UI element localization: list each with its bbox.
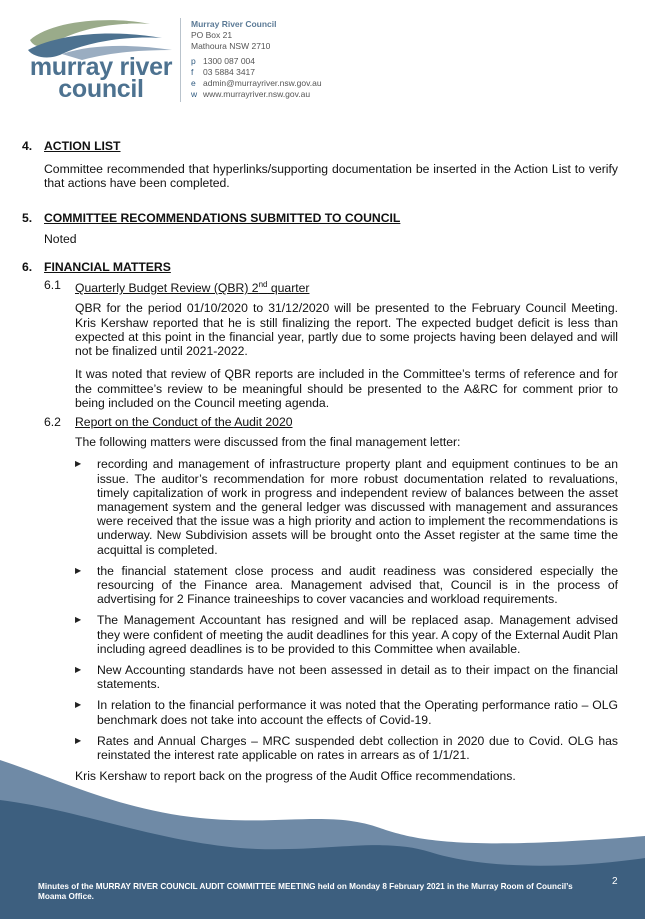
footer-caption: Minutes of the MURRAY RIVER COUNCIL AUDIT COMMITTEE MEETING held on Monday 8 February 2021 in the Murray Room of Council’s Moama Office.	[38, 882, 573, 901]
address-line-1: PO Box 21	[191, 30, 233, 40]
contact-email: e admin@murrayriver.nsw.gov.au	[191, 78, 322, 88]
list-item: ▶ New Accounting standards have not been assessed in detail as to their impact on the financial statements.	[75, 662, 618, 692]
triangle-bullet-icon: ▶	[75, 700, 82, 710]
contact-block	[191, 19, 322, 100]
contact-fax: f 03 5884 3417	[191, 67, 255, 77]
triangle-bullet-icon: ▶	[75, 664, 82, 674]
contact-phone: p 1300 087 004	[191, 56, 255, 66]
minutes-content	[22, 139, 618, 783]
section-5-heading: 5. COMMITTEE RECOMMENDATIONS SUBMITTED TO COUNCIL	[22, 210, 401, 225]
address-line-2: Mathoura NSW 2710	[191, 41, 271, 51]
list-item: ▶ the financial statement close process and audit readiness was considered especially the resourcing of the Finance area. Management advised that, Council is in the process of advertising for 2 Finance traineeships to cover vacancies and workload requirements.	[75, 563, 618, 607]
subsection-6-1-para-2: It was noted that review of QBR reports are included in the Committee’s terms of reference and for the committee’s review to be meaningful should be presented to the A&RC for comment prior to being included on the Council meeting agenda.	[75, 367, 618, 410]
closing-note: Kris Kershaw to report back on the progress of the Audit Office recommendations.	[75, 769, 516, 784]
org-name: Murray River Council	[191, 19, 277, 29]
triangle-bullet-icon: ▶	[75, 459, 82, 469]
section-4-body: Committee recommended that hyperlinks/supporting documentation be inserted in the Action List to verify that actions have been completed.	[44, 162, 618, 191]
subsection-6-2-heading: 6.2 Report on the Conduct of the Audit 2020	[44, 414, 293, 429]
section-4-heading: 4. ACTION LIST	[22, 139, 121, 153]
subsection-6-1-heading: 6.1 Quarterly Budget Review (QBR) 2nd quarter	[44, 278, 310, 296]
header-divider	[180, 18, 181, 102]
triangle-bullet-icon: ▶	[75, 615, 82, 625]
list-item: ▶ In relation to the financial performance it was noted that the Operating performance ratio – OLG benchmark does not take into account the effects of Covid-19.	[75, 698, 618, 727]
subsection-6-1-para-1: QBR for the period 01/10/2020 to 31/12/2020 will be presented to the February Council Meeting. Kris Kershaw reported that he is still finalizing the report. The expected budget deficit is less than expected at this point in the financial year, partly due to some projects having been delayed and will not be finalized until 2021-2022.	[75, 301, 618, 359]
list-item: ▶ recording and management of infrastructure property plant and equipment continues to be an issue. The auditor’s recommendation for more robust documentation related to revaluations, timely capitalization of work in progress and independent review of balances between the asset management system and the general ledger was discussed with management and assurances were received that the issue was a high priority and action to implement the recommendations is underway. New Subdivision assets will be brought onto the Asset register at the same time the acquittal is completed.	[75, 457, 618, 557]
triangle-bullet-icon: ▶	[75, 565, 82, 575]
contact-website: w www.murrayriver.nsw.gov.au	[191, 89, 311, 99]
list-item: ▶ Rates and Annual Charges – MRC suspended debt collection in 2020 due to Covid. OLG has reinstated the interest rate applicable on rates in arrears as of 1/1/21.	[75, 733, 618, 762]
section-5-body: Noted	[44, 231, 77, 246]
triangle-bullet-icon: ▶	[75, 735, 82, 745]
logo-line1: murray river	[29, 53, 173, 81]
logo-line2: council	[58, 75, 144, 103]
audit-matters-list	[75, 457, 618, 762]
subsection-6-2-intro: The following matters were discussed from the final management letter:	[75, 435, 461, 450]
page-number: 2	[612, 876, 618, 887]
list-item: ▶ The Management Accountant has resigned and will be replaced asap. Management advised they were confident of meeting the audit deadlines for this year. A copy of the External Audit Plan including agreed deadlines is to be provided to this Committee when available.	[75, 613, 619, 656]
section-6-heading: 6. FINANCIAL MATTERS	[22, 260, 171, 275]
logo-wordmark	[26, 53, 176, 103]
